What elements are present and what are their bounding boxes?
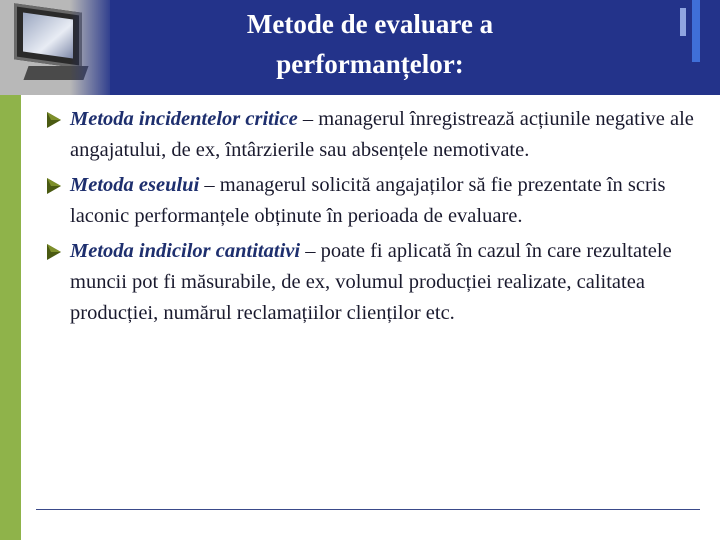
arrow-bullet-icon: [47, 112, 61, 128]
header-accent-blue: [692, 0, 700, 62]
item-term: Metoda incidentelor critice: [70, 108, 298, 130]
item-text: – managerul înregistrează acțiunile negative ale angajatului, de ex, întârzierile sau absențele nemotivate.: [70, 108, 694, 161]
slide-title-line2: performanțelor:: [276, 49, 464, 79]
list-item: [47, 236, 697, 329]
item-term: Metoda indicilor cantitativi: [70, 240, 301, 262]
slide-title: [120, 4, 620, 84]
list-item: [47, 170, 697, 232]
header-accent-light: [680, 8, 686, 36]
item-text: – poate fi aplicată în cazul în care rezultatele muncii pot fi măsurabile, de ex, volumul producției realizate, calitatea producției, numărul reclamațiilor clienților etc.: [70, 240, 672, 324]
item-term: Metoda eseului: [70, 174, 200, 196]
arrow-bullet-icon: [47, 178, 61, 194]
computer-monitor-icon: [0, 0, 110, 95]
list-item: [47, 104, 697, 166]
item-text: – managerul solicită angajaților să fie prezentate în scris laconic performanțele obținute în perioada de evaluare.: [70, 174, 666, 227]
arrow-bullet-icon: [47, 244, 61, 260]
left-accent-bar: [0, 95, 21, 540]
footer-divider: [36, 509, 700, 510]
slide-content: [47, 104, 697, 333]
slide-header: [0, 0, 720, 95]
slide-title-line1: Metode de evaluare a: [246, 9, 494, 39]
